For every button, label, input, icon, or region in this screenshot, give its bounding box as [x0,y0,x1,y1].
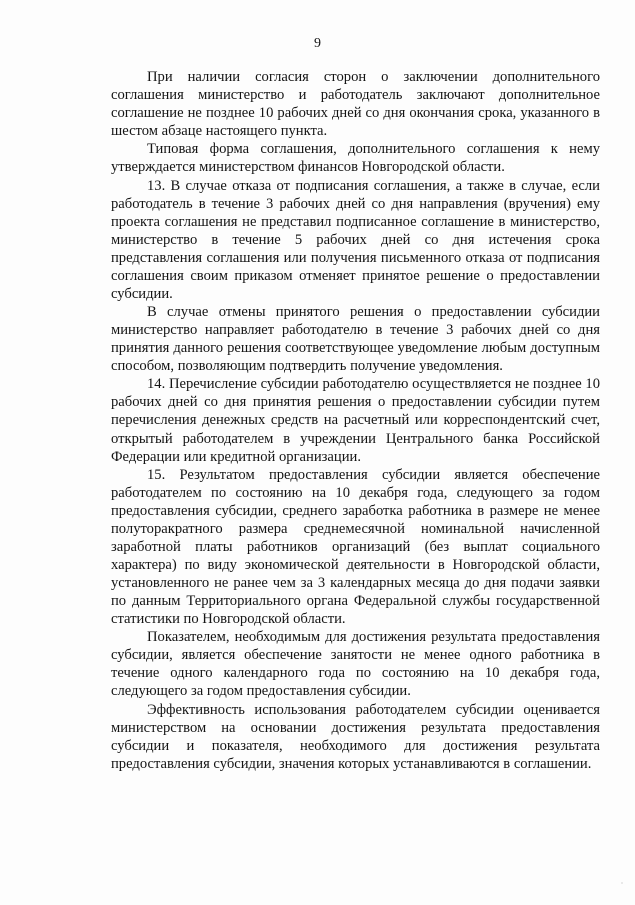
paragraph-item-13: 13. В случае отказа от подписания соглашения, а также в случае, если работодатель в течение 3 рабочих дней со дня направления (вручения) ему проекта соглашения не представил подписанное соглашение в министерство, министерство в течение 5 рабочих дней со дня истечения срока представления соглашения или получения письменного отказа от подписания соглашения своим приказом отменяет принятое решение о предоставлении субсидии. [111,177,600,302]
paragraph-cancellation-notice: В случае отмены принятого решения о предоставлении субсидии министерство направляет работодателю в течение 3 рабочих дней со дня принятия данного решения соответствующее уведомление любым доступным способом, позволяющим подтвердить получение уведомления. [111,304,600,375]
scan-speck [621,882,623,884]
page-number: 9 [314,36,321,51]
paragraph-agreement-consent: При наличии согласия сторон о заключении дополнительного соглашения министерство и работодатель заключают дополнительное соглашение не позднее 10 рабочих дней со дня окончания срока, указанного в шестом абзаце настоящего пункта. [111,69,600,140]
paragraph-item-14: 14. Перечисление субсидии работодателю осуществляется не позднее 10 рабочих дней со дня принятия решения о предоставлении субсидии путем перечисления денежных средств на расчетный или корреспондентский счет, открытый работодателем в учреждении Центрального банка Российской Федерации или кредитной организации. [111,376,600,465]
paragraph-standard-form: Типовая форма соглашения, дополнительного соглашения к нему утверждается министерством финансов Новгородской области. [111,141,600,176]
paragraph-indicator: Показателем, необходимым для достижения результата предоставления субсидии, является обеспечение занятости не менее одного работника в течение одного календарного года по состоянию на 10 декабря года, следующего за годом предоставления субсидии. [111,629,600,700]
document-body [111,68,600,773]
paragraph-item-15: 15. Результатом предоставления субсидии является обеспечение работодателем по состоянию на 10 декабря года, следующего за годом предоставления субсидии, среднего заработка работника в размере не менее полуторакратного размера среднемесячной номинальной начисленной заработной платы работников организаций (без выплат социального характера) по виду экономической деятельности в Новгородской области, установленного не ранее чем за 3 календарных месяца до дня подачи заявки по данным Территориального органа Федеральной службы государственной статистики по Новгородской области. [111,466,600,628]
paragraph-efficiency: Эффективность использования работодателем субсидии оценивается министерством на основании достижения результата предоставления субсидии и показателя, необходимого для достижения результата предоставления субсидии, значения которых устанавливаются в соглашении. [111,701,600,772]
